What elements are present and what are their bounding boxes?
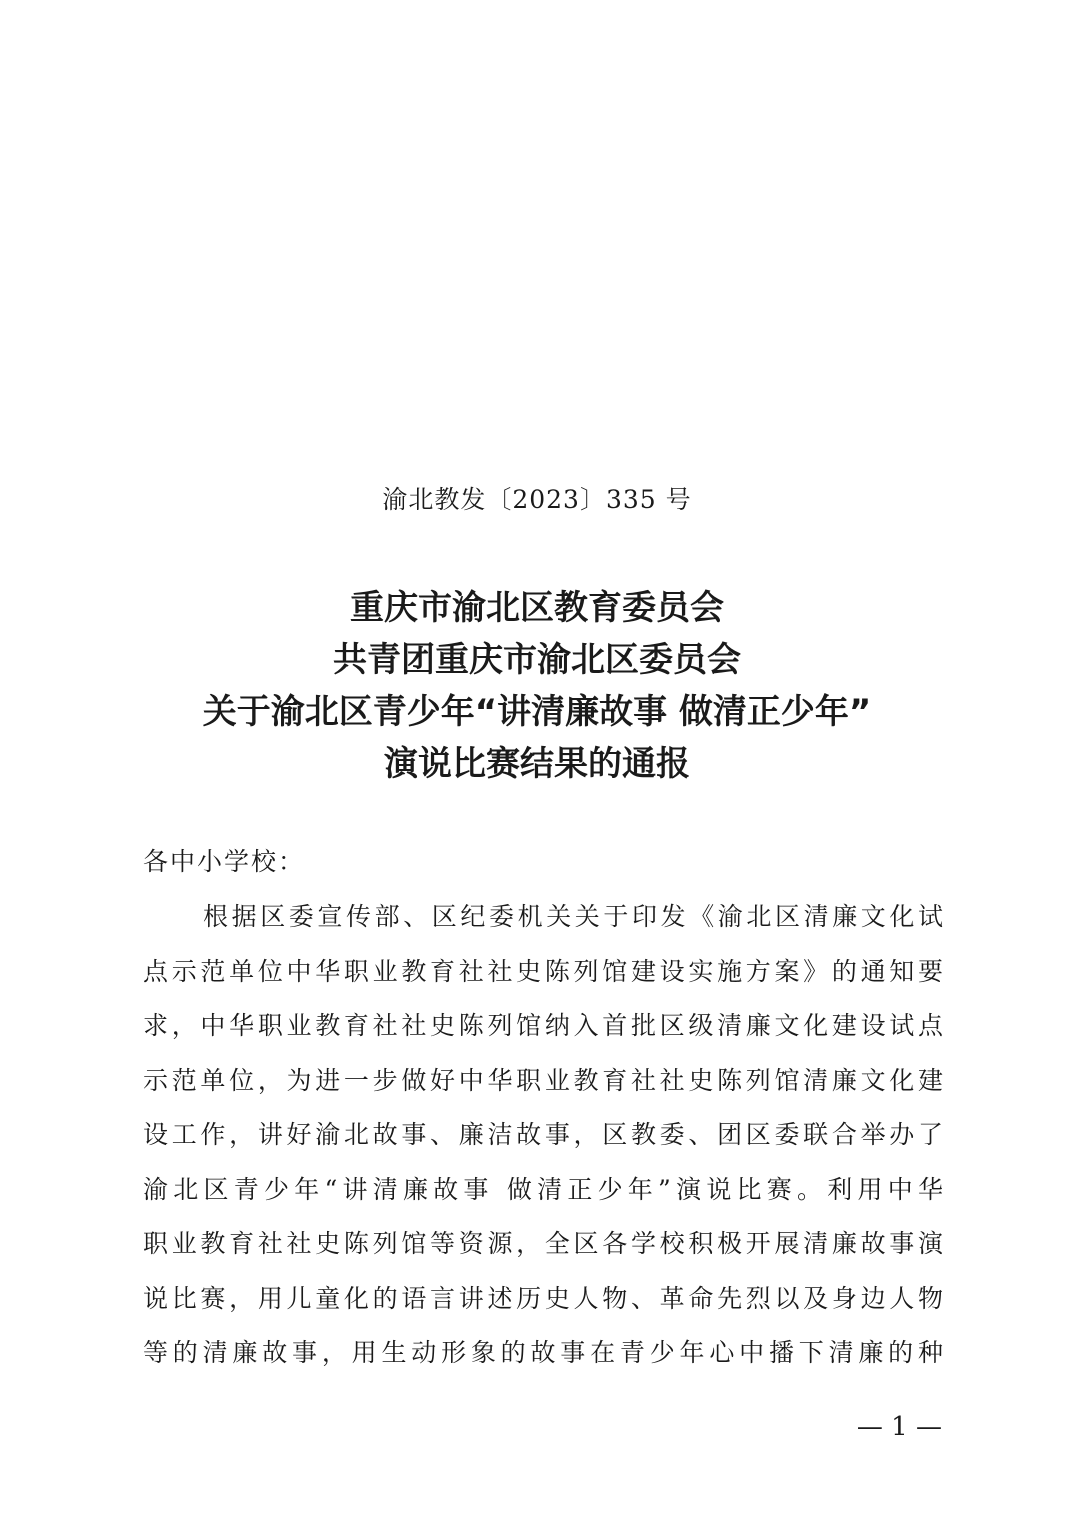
body-line: 等的清廉故事，用生动形象的故事在青少年心中播下清廉的种	[143, 1338, 943, 1367]
body-line: 职业教育社社史陈列馆等资源，全区各学校积极开展清廉故事演	[143, 1229, 943, 1258]
title-line: 共青团重庆市渝北区委员会	[333, 640, 741, 680]
body-line: 点示范单位中华职业教育社社史陈列馆建设实施方案》的通知要	[143, 956, 943, 986]
body-line: 示范单位，为进一步做好中华职业教育社社史陈列馆清廉文化建	[143, 1065, 943, 1095]
title-line: 重庆市渝北区教育委员会	[350, 588, 724, 628]
body-line: 求，中华职业教育社社史陈列馆纳入首批区级清廉文化建设试点	[143, 1011, 943, 1040]
document-title	[0, 582, 1074, 790]
document-number: 渝北教发〔2023〕335 号	[382, 485, 692, 514]
body-line: 设工作，讲好渝北故事、廉洁故事，区教委、团区委联合举办了	[143, 1120, 943, 1149]
body-line: 渝北区青少年“讲清廉故事 做清正少年”演说比赛。利用中华	[143, 1174, 943, 1204]
title-line: 关于渝北区青少年“讲清廉故事 做清正少年”	[202, 692, 872, 732]
body-paragraph	[143, 890, 943, 1381]
body-line: 说比赛，用儿童化的语言讲述历史人物、革命先烈以及身边人物	[143, 1283, 943, 1313]
body-line: 根据区委宣传部、区纪委机关关于印发《渝北区清廉文化试	[203, 902, 943, 931]
page-number: — 1 —	[856, 1412, 942, 1442]
title-line: 演说比赛结果的通报	[384, 744, 690, 784]
salutation: 各中小学校：	[143, 847, 306, 876]
